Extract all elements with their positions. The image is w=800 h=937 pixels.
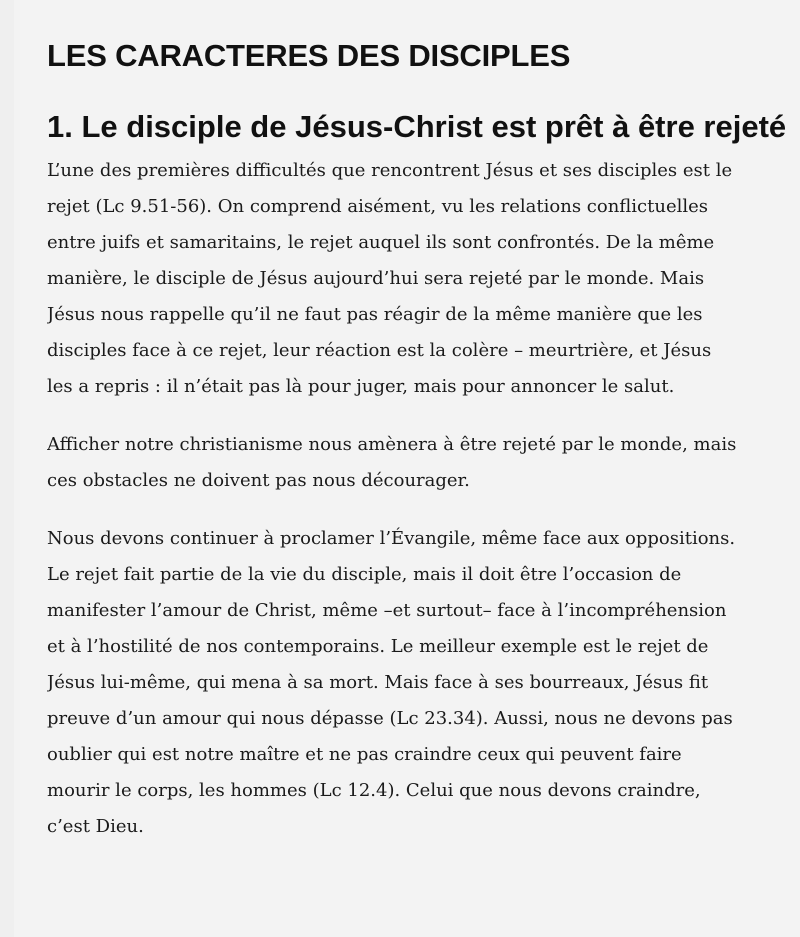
section-heading: 1. Le disciple de Jésus-Christ est prêt à être rejeté — [47, 109, 787, 144]
paragraph-line: manière, le disciple de Jésus aujourd’hui sera rejeté par le monde. Mais — [47, 268, 705, 289]
paragraph-line: ces obstacles ne doivent pas nous décourager. — [47, 470, 470, 491]
paragraph-line: rejet (Lc 9.51-56). On comprend aisément, vu les relations conflictuelles — [47, 196, 709, 217]
paragraph-line: preuve d’un amour qui nous dépasse (Lc 23.34). Aussi, nous ne devons pas — [47, 708, 733, 729]
paragraph-line: manifester l’amour de Christ, même –et surtout– face à l’incompréhension — [47, 600, 727, 621]
paragraph-line: les a repris : il n’était pas là pour juger, mais pour annoncer le salut. — [47, 376, 675, 397]
paragraph-line: Nous devons continuer à proclamer l’Évangile, même face aux oppositions. — [47, 528, 736, 549]
paragraph-2 — [47, 427, 800, 499]
paragraph-line: disciples face à ce rejet, leur réaction est la colère – meurtrière, et Jésus — [47, 340, 712, 361]
paragraph-line: Jésus nous rappelle qu’il ne faut pas réagir de la même manière que les — [47, 304, 703, 325]
paragraph-line: L’une des premières difficultés que rencontrent Jésus et ses disciples est le — [47, 160, 733, 181]
paragraph-3 — [47, 521, 800, 845]
paragraph-line: Le rejet fait partie de la vie du disciple, mais il doit être l’occasion de — [47, 564, 682, 585]
page-title: LES CARACTERES DES DISCIPLES — [47, 38, 571, 73]
paragraph-line: oublier qui est notre maître et ne pas craindre ceux qui peuvent faire — [47, 744, 682, 765]
document-content — [47, 36, 800, 845]
paragraph-line: mourir le corps, les hommes (Lc 12.4). Celui que nous devons craindre, — [47, 780, 701, 801]
paragraph-line: Afficher notre christianisme nous amènera à être rejeté par le monde, mais — [47, 434, 737, 455]
paragraph-line: entre juifs et samaritains, le rejet auquel ils sont confrontés. De la même — [47, 232, 715, 253]
paragraph-1 — [47, 153, 800, 405]
paragraph-line: Jésus lui-même, qui mena à sa mort. Mais face à ses bourreaux, Jésus fit — [47, 672, 709, 693]
paragraph-line: c’est Dieu. — [47, 816, 144, 837]
paragraph-line: et à l’hostilité de nos contemporains. Le meilleur exemple est le rejet de — [47, 636, 709, 657]
